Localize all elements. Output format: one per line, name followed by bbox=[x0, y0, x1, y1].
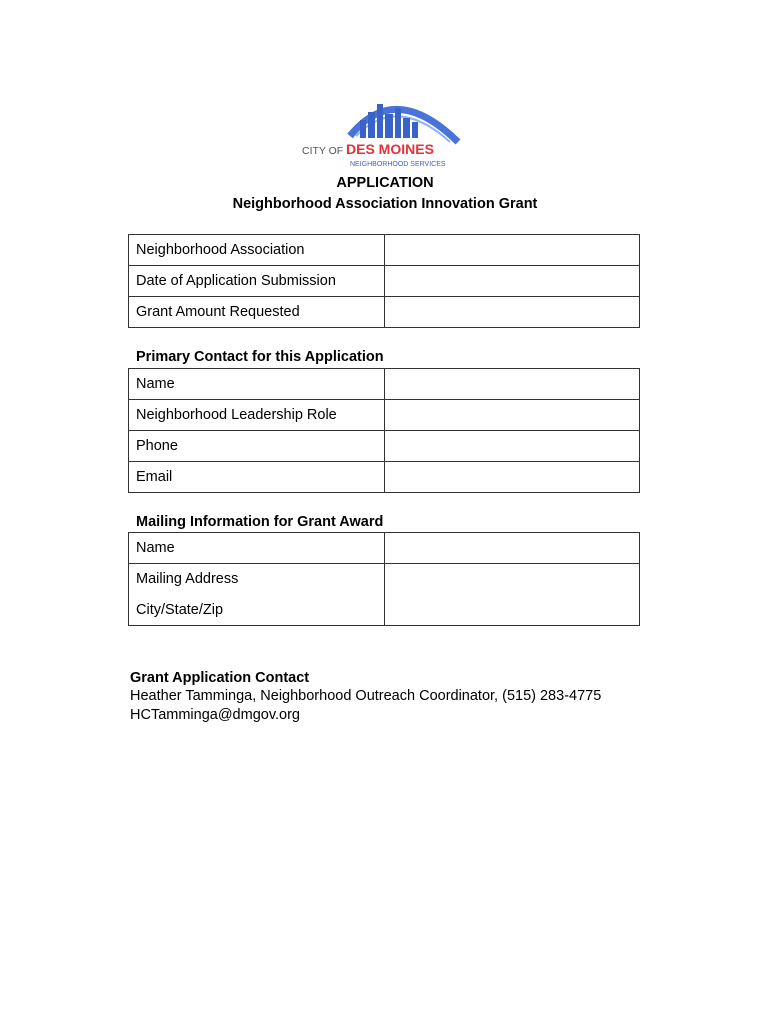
primary-contact-table bbox=[128, 368, 640, 493]
email-field[interactable] bbox=[385, 462, 640, 493]
contact-heading: Grant Application Contact bbox=[130, 670, 310, 686]
table-row bbox=[129, 235, 640, 266]
table-row bbox=[129, 533, 640, 564]
table-row bbox=[129, 564, 640, 595]
section-heading-mailing-info: Mailing Information for Grant Award bbox=[136, 514, 384, 530]
row-label-phone: Phone bbox=[129, 431, 385, 462]
table-row bbox=[129, 431, 640, 462]
row-label-name: Name bbox=[129, 369, 385, 400]
row-label-leadership-role: Neighborhood Leadership Role bbox=[129, 400, 385, 431]
section-heading-primary-contact: Primary Contact for this Application bbox=[136, 349, 384, 365]
table-row bbox=[129, 297, 640, 328]
table-row bbox=[129, 266, 640, 297]
table-row bbox=[129, 369, 640, 400]
logo-city-name: DES MOINES bbox=[346, 141, 434, 157]
logo-department: NEIGHBORHOOD SERVICES bbox=[350, 161, 446, 168]
mailing-address-field[interactable] bbox=[385, 564, 640, 626]
basic-info-table bbox=[128, 234, 640, 328]
row-label-grant-amount: Grant Amount Requested bbox=[129, 297, 385, 328]
neighborhood-association-field[interactable] bbox=[385, 235, 640, 266]
primary-name-field[interactable] bbox=[385, 369, 640, 400]
contact-email[interactable]: HCTamminga@dmgov.org bbox=[130, 707, 300, 723]
page-subtitle: Neighborhood Association Innovation Grant bbox=[232, 196, 538, 212]
leadership-role-field[interactable] bbox=[385, 400, 640, 431]
page-title: APPLICATION bbox=[336, 175, 434, 191]
row-label-mailing-address: Mailing Address bbox=[129, 564, 385, 595]
row-label-email: Email bbox=[129, 462, 385, 493]
row-label-city-state-zip: City/State/Zip bbox=[129, 595, 385, 626]
row-label-date-submission: Date of Application Submission bbox=[129, 266, 385, 297]
mailing-name-field[interactable] bbox=[385, 533, 640, 564]
logo-city-of: CITY OF bbox=[302, 145, 344, 157]
table-row bbox=[129, 462, 640, 493]
grant-amount-field[interactable] bbox=[385, 297, 640, 328]
mailing-info-table bbox=[128, 532, 640, 626]
contact-details: Heather Tamminga, Neighborhood Outreach Coordinator, (515) 283-4775 bbox=[130, 688, 602, 704]
row-label-mailing-name: Name bbox=[129, 533, 385, 564]
phone-field[interactable] bbox=[385, 431, 640, 462]
row-label-neighborhood-association: Neighborhood Association bbox=[129, 235, 385, 266]
date-submission-field[interactable] bbox=[385, 266, 640, 297]
city-of-des-moines-logo bbox=[300, 92, 470, 168]
table-row bbox=[129, 400, 640, 431]
